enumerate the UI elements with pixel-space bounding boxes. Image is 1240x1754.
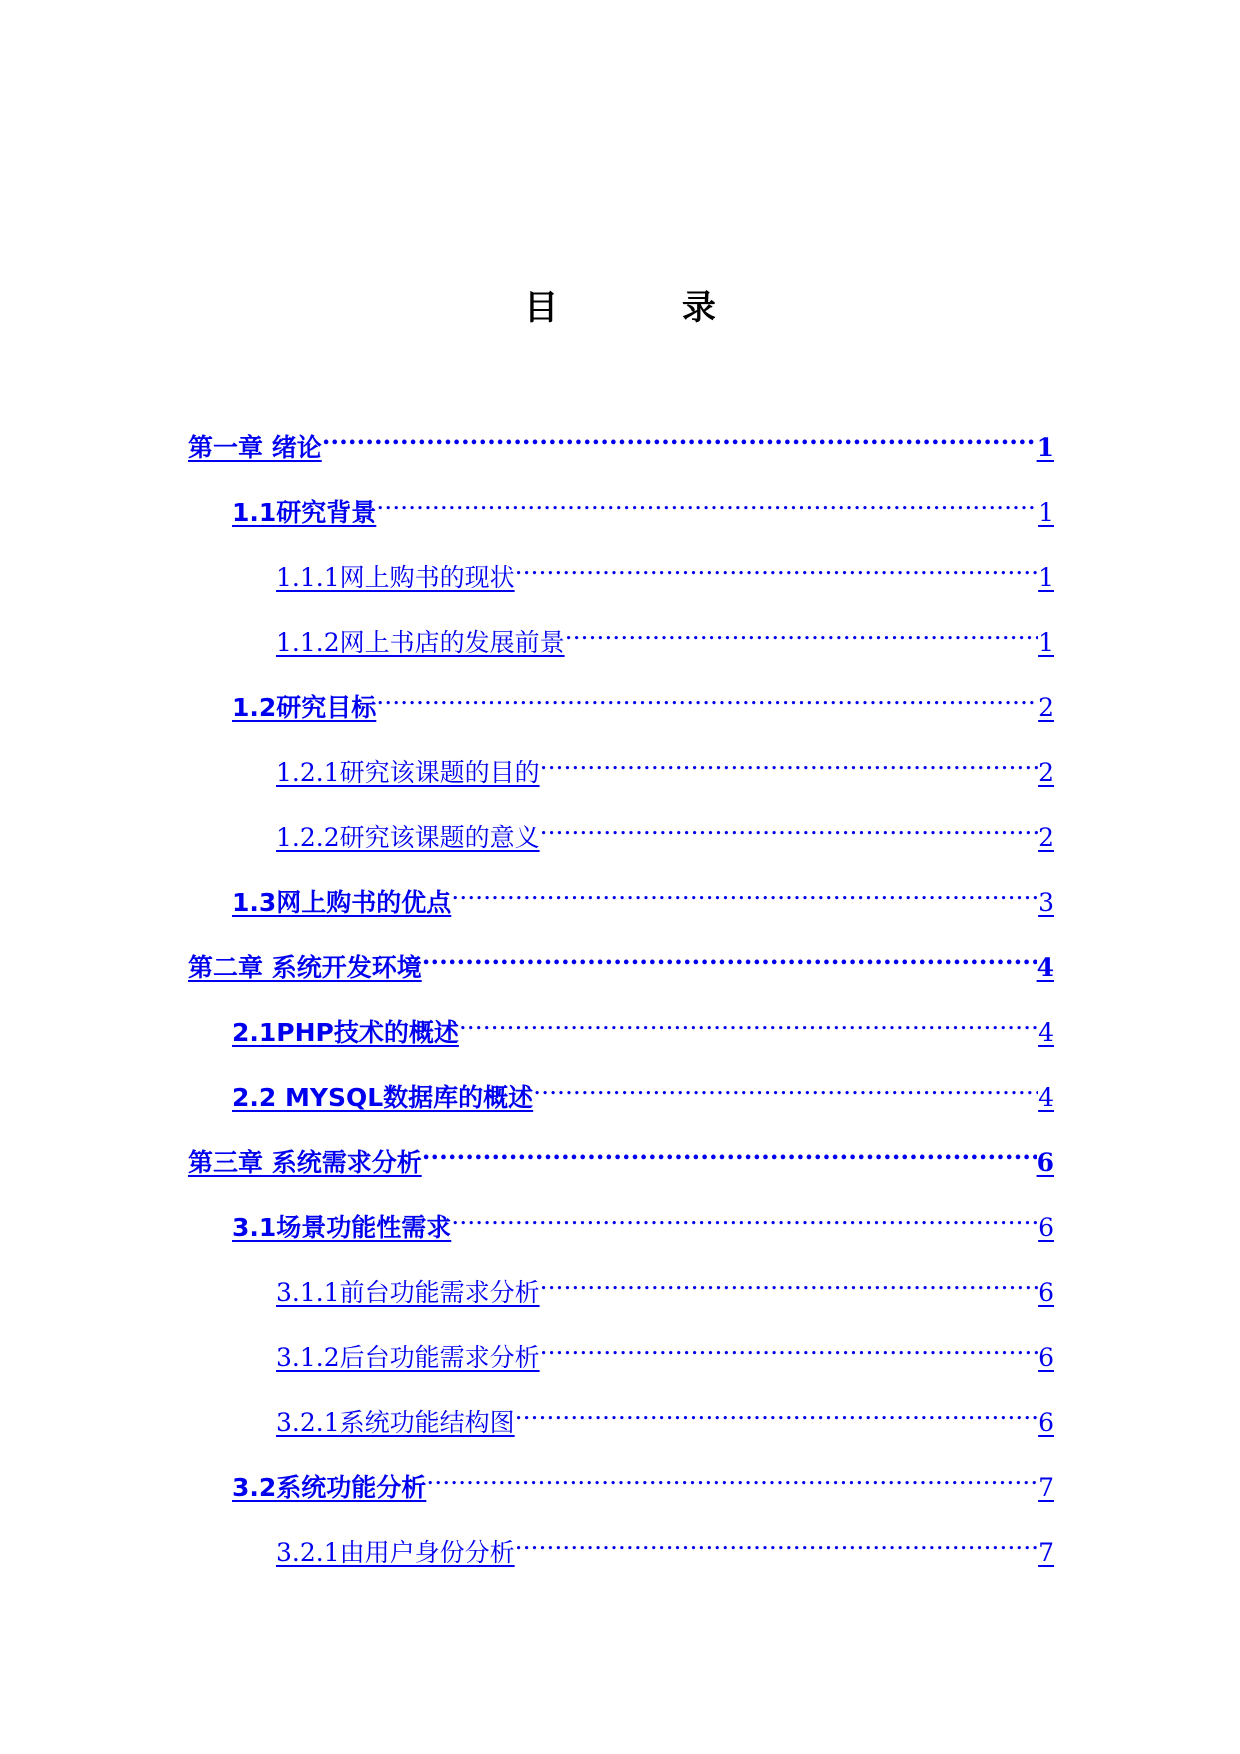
toc-entry-1-2-1[interactable]	[276, 741, 1054, 787]
toc-entry-label: 1.2研究目标	[232, 693, 377, 722]
toc-entry-label: 第一章 绪论	[188, 433, 322, 462]
toc-entry-page: 7	[1038, 1473, 1054, 1502]
toc-entry-label: 2.2 MYSQL数据库的概述	[232, 1083, 534, 1112]
toc-entry-1-2-2[interactable]	[276, 806, 1054, 852]
toc-entry-page: 2	[1038, 693, 1054, 722]
toc-entry-chapter-2[interactable]	[188, 936, 1054, 982]
toc-entry-label: 1.1.1网上购书的现状	[276, 563, 515, 592]
toc-entry-page: 1	[1038, 498, 1054, 527]
toc-entry-1-3[interactable]	[232, 871, 1054, 917]
toc-entry-label: 3.1.2后台功能需求分析	[276, 1343, 540, 1372]
toc-entry-label: 1.3网上购书的优点	[232, 888, 452, 917]
toc-entry-3-2-1-user[interactable]	[276, 1521, 1054, 1567]
toc-entry-page: 6	[1038, 1408, 1054, 1437]
toc-entry-label: 1.2.1研究该课题的目的	[276, 758, 540, 787]
dot-leader	[451, 871, 1038, 911]
toc-title: 目 录	[524, 288, 772, 328]
toc-entry-page: 1	[1036, 433, 1054, 462]
toc-entry-chapter-3[interactable]	[188, 1131, 1054, 1177]
toc-entry-chapter-1[interactable]	[188, 416, 1054, 462]
toc-entry-label: 3.2.1由用户身份分析	[276, 1538, 515, 1567]
toc-entry-1-2[interactable]	[232, 676, 1054, 722]
dot-leader	[540, 1261, 1038, 1301]
dot-leader	[426, 1456, 1038, 1496]
toc-entry-label: 第二章 系统开发环境	[188, 953, 422, 982]
dot-leader	[322, 416, 1037, 456]
toc-entry-label: 3.2.1系统功能结构图	[276, 1408, 515, 1437]
dot-leader	[533, 1066, 1038, 1106]
dot-leader	[540, 806, 1038, 846]
dot-leader	[376, 676, 1038, 716]
dot-leader	[540, 741, 1038, 781]
toc-entry-page: 1	[1038, 628, 1054, 657]
dot-leader	[451, 1196, 1038, 1236]
dot-leader	[515, 1391, 1038, 1431]
toc-entry-page: 6	[1036, 1148, 1054, 1177]
toc-entry-3-1[interactable]	[232, 1196, 1054, 1242]
toc-entry-page: 6	[1038, 1278, 1054, 1307]
toc-entry-1-1-1[interactable]	[276, 546, 1054, 592]
dot-leader	[459, 1001, 1038, 1041]
toc-entry-label: 2.1PHP技术的概述	[232, 1018, 459, 1047]
toc-entry-label: 1.1.2网上书店的发展前景	[276, 628, 565, 657]
toc-entry-3-1-1[interactable]	[276, 1261, 1054, 1307]
dot-leader	[540, 1326, 1038, 1366]
toc-entry-page: 6	[1038, 1343, 1054, 1372]
toc-entry-page: 4	[1036, 953, 1054, 982]
toc-entry-page: 3	[1038, 888, 1054, 917]
toc-entry-label: 1.1研究背景	[232, 498, 377, 527]
toc-entry-page: 2	[1038, 823, 1054, 852]
toc-entry-label: 3.1场景功能性需求	[232, 1213, 452, 1242]
dot-leader	[422, 1131, 1037, 1171]
toc-entry-label: 1.2.2研究该课题的意义	[276, 823, 540, 852]
toc-entry-page: 7	[1038, 1538, 1054, 1567]
toc-entry-3-2[interactable]	[232, 1456, 1054, 1502]
dot-leader	[515, 546, 1038, 586]
toc-entry-page: 4	[1038, 1083, 1054, 1112]
toc-entry-2-1[interactable]	[232, 1001, 1054, 1047]
toc-entry-3-1-2[interactable]	[276, 1326, 1054, 1372]
dot-leader	[376, 481, 1038, 521]
toc-entry-label: 第三章 系统需求分析	[188, 1148, 422, 1177]
toc-entry-page: 2	[1038, 758, 1054, 787]
toc-entry-page: 6	[1038, 1213, 1054, 1242]
toc-entry-page: 1	[1038, 563, 1054, 592]
toc-entry-2-2[interactable]	[232, 1066, 1054, 1112]
toc-entry-1-1[interactable]	[232, 481, 1054, 527]
dot-leader	[565, 611, 1038, 651]
toc-entry-1-1-2[interactable]	[276, 611, 1054, 657]
toc-entry-page: 4	[1038, 1018, 1054, 1047]
toc-entry-label: 3.2系统功能分析	[232, 1473, 427, 1502]
toc-entry-label: 3.1.1前台功能需求分析	[276, 1278, 540, 1307]
toc-entry-3-2-1-structure[interactable]	[276, 1391, 1054, 1437]
dot-leader	[422, 936, 1037, 976]
dot-leader	[515, 1521, 1038, 1561]
